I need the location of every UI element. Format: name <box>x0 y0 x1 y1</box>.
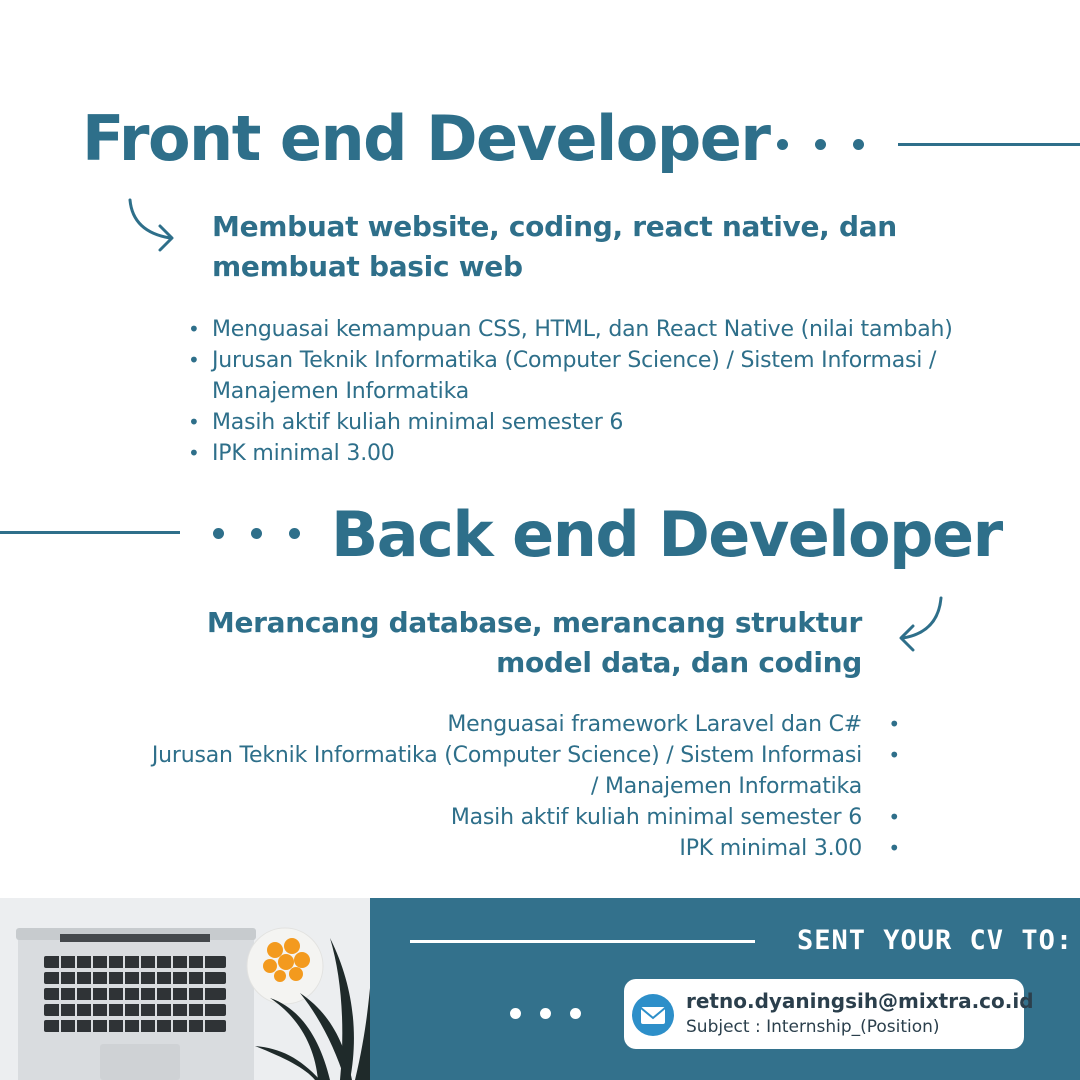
envelope-icon <box>632 994 674 1036</box>
email-card[interactable] <box>624 979 1034 1049</box>
front-title-divider <box>898 143 1080 146</box>
back-end-title: Back end Developer <box>331 498 1002 571</box>
front-subtitle-line1: Membuat website, coding, react native, dan <box>212 210 897 243</box>
list-item: • Menguasai kemampuan CSS, HTML, dan React Native (nilai tambah) <box>212 314 992 345</box>
front-subtitle-line2: membuat basic web <box>212 250 523 283</box>
sent-cv-heading: SENT YOUR CV TO: <box>797 925 1074 956</box>
curved-arrow-icon <box>893 592 949 654</box>
list-item: Masih aktif kuliah minimal semester 6 • <box>100 802 862 833</box>
front-end-requirements <box>212 314 992 469</box>
back-end-requirements <box>100 709 862 864</box>
back-end-subtitle <box>162 603 862 683</box>
list-item: Menguasai framework Laravel dan C# • <box>100 709 862 740</box>
footer-divider <box>410 940 755 943</box>
back-title-divider <box>0 531 180 534</box>
front-end-title: Front end Developer <box>82 102 770 175</box>
laptop-photo <box>0 898 370 1080</box>
front-end-subtitle <box>212 207 912 287</box>
list-item: IPK minimal 3.00 • <box>100 833 862 864</box>
back-subtitle-line1: Merancang database, merancang struktur <box>206 606 862 639</box>
list-item: • Jurusan Teknik Informatika (Computer Science) / Sistem Informasi / <box>212 345 992 376</box>
list-item-continuation: Manajemen Informatika <box>212 379 470 404</box>
curved-arrow-icon <box>122 196 182 258</box>
email-address[interactable]: retno.dyaningsih@mixtra.co.id <box>686 989 1034 1013</box>
list-item: • IPK minimal 3.00 <box>212 438 992 469</box>
back-subtitle-line2: model data, dan coding <box>496 646 862 679</box>
list-item-continuation: / Manajemen Informatika <box>590 774 862 799</box>
email-subject: Subject : Internship_(Position) <box>686 1017 940 1037</box>
list-item: • Masih aktif kuliah minimal semester 6 <box>212 407 992 438</box>
list-item: Jurusan Teknik Informatika (Computer Science) / Sistem Informasi • <box>100 740 862 771</box>
